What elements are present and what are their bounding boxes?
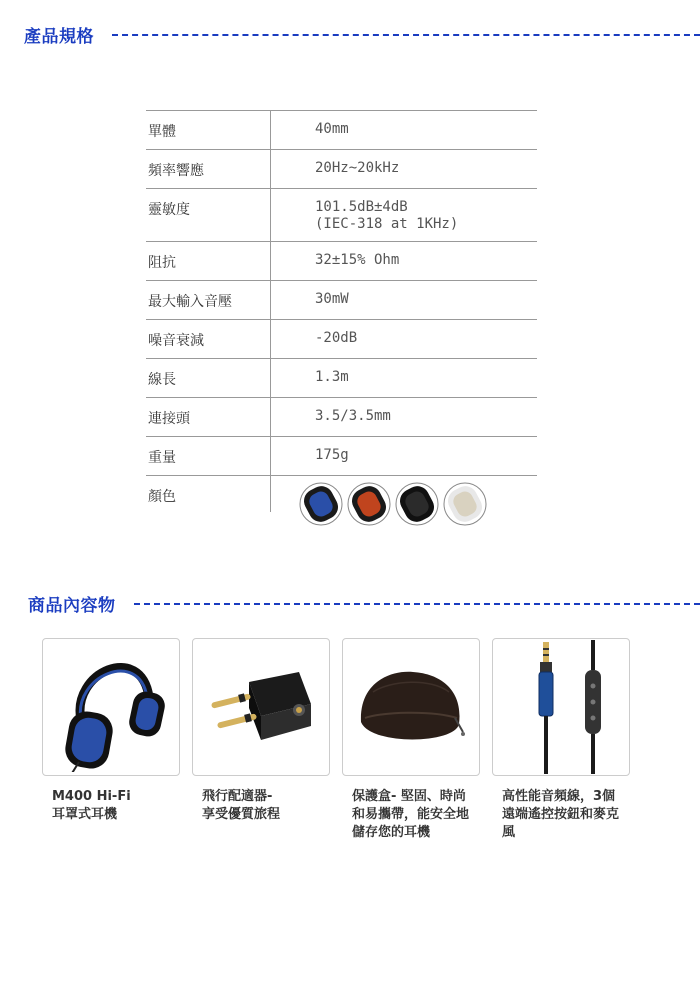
specs-dashed-divider xyxy=(112,34,700,36)
content-item-caption xyxy=(492,788,630,842)
spec-value: 20Hz~20kHz xyxy=(315,160,400,176)
spec-value xyxy=(271,189,537,241)
caption-line: 保護盒- 堅固、時尚 xyxy=(352,789,466,804)
spec-value-line: (IEC-318 at 1KHz) xyxy=(315,216,459,232)
spec-value-line: 101.5dB±4dB xyxy=(315,199,408,215)
color-swatch-blue-black xyxy=(299,482,343,526)
caption-line: 遠端遙控按鈕和麥克 xyxy=(502,807,620,822)
flight-adapter-image xyxy=(192,638,330,776)
spec-value: -20dB xyxy=(315,330,358,346)
carry-case-image xyxy=(342,638,480,776)
carry-case-icon xyxy=(351,652,471,762)
spec-label: 阻抗 xyxy=(146,242,271,280)
specs-section-title: 產品規格 xyxy=(24,27,94,47)
color-swatch-orange-black xyxy=(347,482,391,526)
spec-label: 單體 xyxy=(146,111,271,149)
spec-value: 32±15% Ohm xyxy=(315,252,400,268)
spec-value: 175g xyxy=(315,447,349,463)
specs-section-header xyxy=(0,20,700,50)
content-item-caption xyxy=(342,788,480,842)
spec-row-color xyxy=(146,476,537,526)
spec-label: 頻率響應 xyxy=(146,150,271,188)
flight-adapter-icon xyxy=(201,652,321,762)
color-swatches xyxy=(271,476,537,526)
spec-row-impedance xyxy=(146,242,537,281)
content-item-headphones xyxy=(42,638,180,824)
spec-row-cable-length xyxy=(146,359,537,398)
audio-cable-icon xyxy=(501,640,621,774)
spec-value: 30mW xyxy=(315,291,349,307)
content-item-audio-cable xyxy=(492,638,630,842)
color-swatch-black xyxy=(395,482,439,526)
spec-value: 40mm xyxy=(315,121,349,137)
content-item-flight-adapter xyxy=(192,638,330,824)
spec-row-max-input xyxy=(146,281,537,320)
caption-line: 耳罩式耳機 xyxy=(52,807,118,822)
spec-label: 最大輸入音壓 xyxy=(146,281,271,319)
spec-label: 重量 xyxy=(146,437,271,475)
caption-line: 享受優質旅程 xyxy=(202,807,281,822)
spec-table xyxy=(146,110,537,526)
contents-dashed-divider xyxy=(134,603,700,605)
caption-line: 飛行配適器- xyxy=(202,789,273,804)
headphones-icon xyxy=(51,642,171,772)
spec-row-driver xyxy=(146,111,537,150)
swatch-list xyxy=(299,482,537,526)
spec-label: 線長 xyxy=(146,359,271,397)
caption-line: 風 xyxy=(502,825,516,840)
content-item-caption xyxy=(42,788,180,824)
headphones-image xyxy=(42,638,180,776)
caption-line: 和易攜帶，能安全地 xyxy=(352,807,470,822)
spec-label: 靈敏度 xyxy=(146,189,271,241)
audio-cable-image xyxy=(492,638,630,776)
content-item-carry-case xyxy=(342,638,480,842)
spec-value: 1.3m xyxy=(315,369,349,385)
spec-label: 噪音衰減 xyxy=(146,320,271,358)
spec-value: 3.5/3.5mm xyxy=(315,408,391,424)
spec-row-weight xyxy=(146,437,537,476)
spec-row-noise xyxy=(146,320,537,359)
spec-row-frequency xyxy=(146,150,537,189)
caption-line: M400 Hi-Fi xyxy=(52,789,131,804)
contents-section-title: 商品內容物 xyxy=(28,596,116,616)
spec-row-sensitivity xyxy=(146,189,537,242)
caption-line: 儲存您的耳機 xyxy=(352,825,431,840)
contents-section-header xyxy=(0,588,700,618)
spec-row-connector xyxy=(146,398,537,437)
spec-label: 顏色 xyxy=(146,476,271,512)
content-item-caption xyxy=(192,788,330,824)
caption-line: 高性能音頻線，3個 xyxy=(502,789,616,804)
spec-label: 連接頭 xyxy=(146,398,271,436)
color-swatch-white xyxy=(443,482,487,526)
